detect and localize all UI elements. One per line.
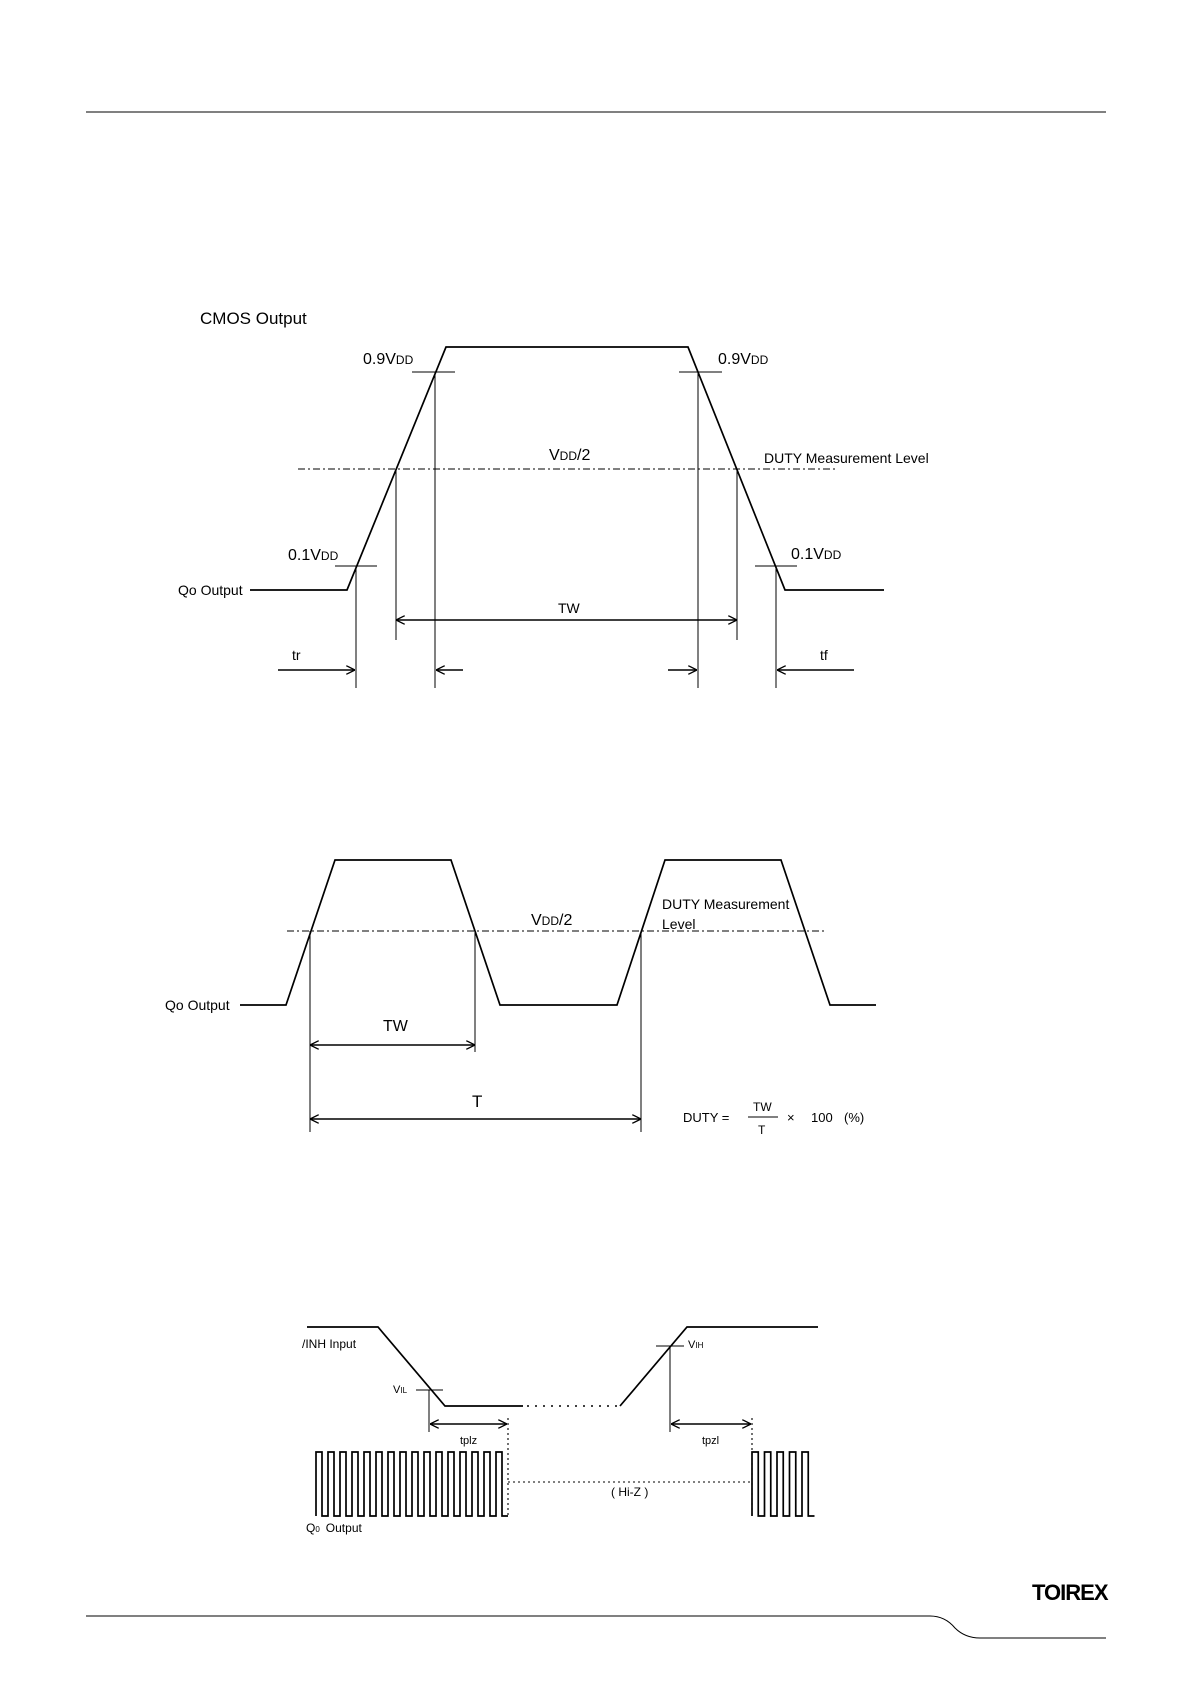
cmos-output-title: CMOS Output (200, 309, 307, 328)
qo-output-label-2: Qo Output (165, 997, 230, 1013)
vih-label: VIH (688, 1339, 704, 1351)
v09-right-label: 0.9VDD (718, 351, 769, 368)
footer (86, 1580, 1109, 1638)
formula-hundred: 100 (811, 1110, 833, 1125)
v09-left-label: 0.9VDD (363, 351, 414, 368)
tpzl-label: tpzl (702, 1435, 720, 1447)
cmos-output-diagram (178, 309, 929, 688)
duty-level-label-2a: DUTY Measurement (662, 896, 790, 912)
formula-unit: (%) (844, 1110, 865, 1125)
vdd2-label-2: VDD/2 (531, 912, 573, 929)
formula-denominator: T (758, 1123, 766, 1137)
duty-formula (683, 1100, 864, 1137)
inhibit-timing-diagram (302, 1327, 818, 1535)
q0-pulse-train-left (316, 1452, 508, 1516)
torex-logo: TOIREX (1032, 1580, 1108, 1605)
v01-left-label: 0.1VDD (288, 547, 339, 564)
inh-input-waveform-2 (620, 1327, 818, 1406)
tw-label-1: TW (558, 600, 580, 616)
vil-label: VIL (393, 1384, 408, 1396)
formula-times: × (787, 1110, 795, 1125)
duty-waveform (240, 860, 876, 1005)
duty-diagram (165, 860, 876, 1137)
hiz-label: ( Hi-Z ) (611, 1485, 649, 1499)
inh-input-label: /INH Input (302, 1337, 357, 1351)
q0-pulse-train-right (752, 1452, 815, 1516)
tplz-label: tplz (460, 1435, 478, 1447)
footer-rule (86, 1616, 1106, 1638)
duty-level-label-2b: Level (662, 916, 696, 932)
formula-lhs: DUTY = (683, 1110, 730, 1125)
tr-label: tr (292, 647, 301, 663)
q0-output-label: Q0 Output (306, 1521, 362, 1535)
vdd2-label: VDD/2 (549, 447, 591, 464)
formula-numerator: TW (753, 1100, 772, 1114)
qo-output-label-1: Qo Output (178, 582, 243, 598)
tw-label-2: TW (383, 1018, 408, 1035)
tf-label: tf (820, 647, 828, 663)
v01-right-label: 0.1VDD (791, 546, 842, 563)
t-label: T (472, 1092, 483, 1111)
duty-level-label: DUTY Measurement Level (764, 450, 929, 466)
